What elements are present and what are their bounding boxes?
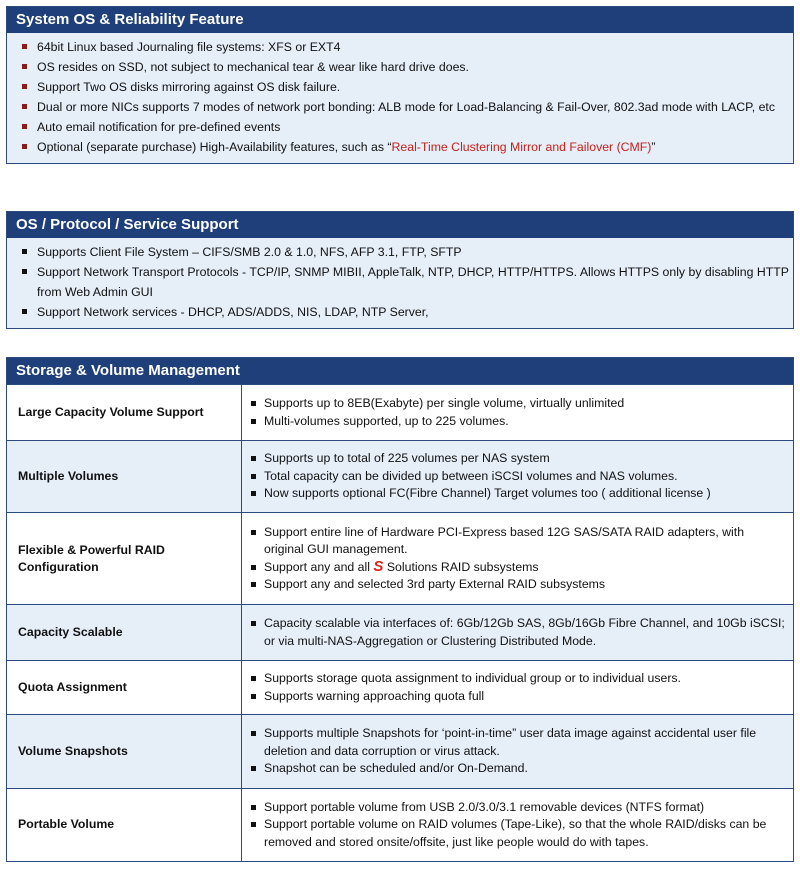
reliability-list [7,37,793,157]
row-label: Volume Snapshots [7,715,242,789]
table-row [7,605,793,661]
list-item: Supports multiple Snapshots for ‘point-in-time” user data image against accidental user file deletion and data corruption or virus attack. [250,725,785,760]
list-item: Supports storage quota assignment to individual group or to individual users. [250,670,785,688]
table-row [7,441,793,513]
s-logo-icon: S [373,557,384,575]
protocol-section [6,211,794,329]
reliability-title: System OS & Reliability Feature [7,7,793,33]
table-row [7,789,793,861]
optional-prefix: Optional (separate purchase) High-Availability features, such as “ [37,140,392,154]
list-item: Support portable volume from USB 2.0/3.0/3.1 removable devices (NTFS format) [250,799,785,817]
row-label: Quota Assignment [7,661,242,715]
list-item [250,559,785,577]
protocol-title: OS / Protocol / Service Support [7,212,793,238]
list-item: OS resides on SSD, not subject to mechanical tear & wear like hard drive does. [21,57,793,77]
list-item: Support Network services - DHCP, ADS/ADDS, NIS, LDAP, NTP Server, [21,302,793,322]
list-item: Support entire line of Hardware PCI-Express based 12G SAS/SATA RAID adapters, with original GUI management. [250,524,785,559]
row-label: Large Capacity Volume Support [7,385,242,441]
raid-text-prefix: Support any and all [264,559,370,574]
storage-table [7,384,793,861]
list-item: Now supports optional FC(Fibre Channel) Target volumes too ( additional license ) [250,485,785,503]
list-item: Supports up to total of 225 volumes per NAS system [250,450,785,468]
row-label: Multiple Volumes [7,441,242,513]
optional-suffix: ” [651,140,656,154]
list-item: Support Two OS disks mirroring against OS disk failure. [21,77,793,97]
list-item: Snapshot can be scheduled and/or On-Demand. [250,760,785,778]
list-item: Support portable volume on RAID volumes (Tape-Like), so that the whole RAID/disks can be removed and stored onsite/offsite, just like people would do with tapes. [250,816,785,851]
list-item: Supports up to 8EB(Exabyte) per single volume, virtually unlimited [250,395,785,413]
raid-text-suffix: Solutions RAID subsystems [386,559,539,574]
row-label: Portable Volume [7,789,242,861]
list-item: Support any and selected 3rd party External RAID subsystems [250,576,785,594]
cmf-highlight: Real-Time Clustering Mirror and Failover (CMF) [391,140,652,154]
table-row [7,513,793,605]
list-item-optional-ha [21,137,793,157]
list-item: Capacity scalable via interfaces of: 6Gb/12Gb SAS, 8Gb/16Gb Fibre Channel, and 10Gb iSCSI; or via multi-NAS-Aggregation or Clustering Distributed Mode. [250,615,785,650]
list-item: Dual or more NICs supports 7 modes of network port bonding: ALB mode for Load-Balancing & Fail-Over, 802.3ad mode with LACP, etc [21,97,793,117]
list-item: Total capacity can be divided up between iSCSI volumes and NAS volumes. [250,468,785,486]
list-item: Supports warning approaching quota full [250,688,785,706]
list-item: Auto email notification for pre-defined events [21,117,793,137]
list-item: Supports Client File System – CIFS/SMB 2.0 & 1.0, NFS, AFP 3.1, FTP, SFTP [21,242,793,262]
table-row [7,385,793,441]
reliability-section [6,6,794,164]
protocol-list [7,242,793,322]
list-item: Multi-volumes supported, up to 225 volumes. [250,413,785,431]
table-row [7,715,793,789]
list-item: 64bit Linux based Journaling file systems: XFS or EXT4 [21,37,793,57]
table-row [7,661,793,715]
row-label: Capacity Scalable [7,605,242,661]
storage-section [6,357,794,862]
list-item: Support Network Transport Protocols - TCP/IP, SNMP MIBII, AppleTalk, NTP, DHCP, HTTP/HTTPS. Allows HTTPS only by disabling HTTP from Web Admin GUI [21,262,793,302]
storage-title: Storage & Volume Management [7,358,793,384]
row-label: Flexible & Powerful RAID Configuration [7,513,242,605]
